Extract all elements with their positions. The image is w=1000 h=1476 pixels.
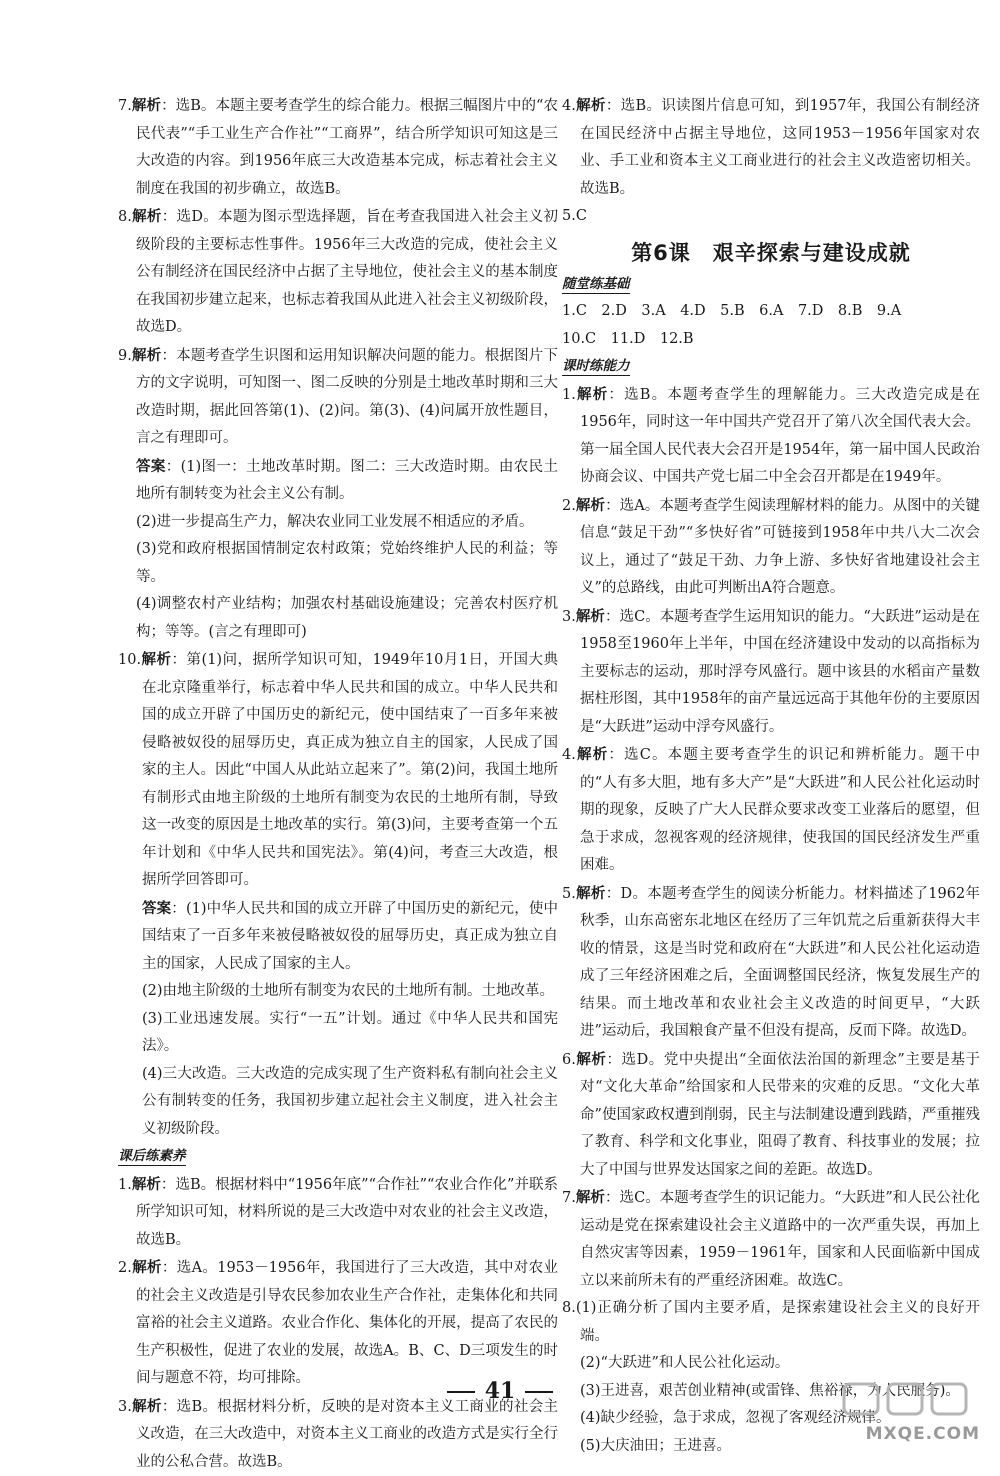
answer-item: 7.解析：选B。本题主要考查学生的综合能力。根据三幅图片中的“农民代表”“手工业生产合作社”“工商界”，结合所学知识可知这是三大改造的内容。到1956年底三大改造基本完成，标志着社会主义制度在我国的初步确立，故选B。: [118, 92, 558, 203]
answer-block: (2)由地主阶级的土地所有制变为农民的土地所有制。土地改革。: [118, 978, 558, 1006]
answer-block: (2)进一步提高生产力，解决农业同工业发展不相适应的矛盾。: [118, 509, 558, 537]
answer-block: (4)调整农村产业结构；加强农村基础设施建设；完善农村医疗机构；等等。(言之有理即可): [118, 591, 558, 646]
answer-key-line: 1.C 2.D 3.A 4.D 5.B 6.A 7.D 8.B 9.A: [562, 298, 980, 326]
answer-item: 9.解析：本题考查学生识图和运用知识解决问题的能力。根据图片下方的文字说明，可知图一、图二反映的分别是土地改革时期和三大改造时期，据此回答第(1)、(2)问。第(3)、(4)问属开放性题目，言之有理即可。: [118, 342, 558, 453]
answer-block: (3)工业迅速发展。实行“一五”计划。通过《中华人民共和国宪法》。: [118, 1006, 558, 1061]
answer-item: 3.解析：选B。根据材料分析，反映的是对资本主义工商业的社会主义改造，在三大改造中，对资本主义工商业的改造方式是实行全行业的公私合营。故选B。: [118, 1393, 558, 1476]
answer-item: 5.解析：D。本题考查学生的阅读分析能力。材料描述了1962年秋季，山东高密东北地区在经历了三年饥荒之后重新获得大丰收的情景，这是当时党和政府在“大跃进”和人民公社化运动造成了三年经济困难之后，全面调整国民经济，恢复发展生产的结果。而土地改革和农业社会主义改造的时间更早，“大跃进”运动后，我国粮食产量不但没有提高，反而下降。故选D。: [562, 880, 980, 1046]
answer-item: 2.解析：选A。本题考查学生阅读理解材料的能力。从图中的关键信息“鼓足干劲”“多快好省”可链接到1958年中共八大二次会议上，通过了“鼓足干劲、力争上游、多快好省地建设社会主义”的总路线，由此可判断出A符合题意。: [562, 492, 980, 603]
answer-item: 4.解析：选C。本题主要考查学生的识记和辨析能力。题干中的“人有多大胆，地有多大产”是“大跃进”和人民公社化运动时期的现象，反映了广大人民群众要求改变工业落后的愿望，但急于求成，忽视客观的经济规律，使我国的国民经济发生严重困难。: [562, 741, 980, 880]
answer-block: (3)党和政府根据国情制定农村政策；党始终维护人民的利益；等等。: [118, 536, 558, 591]
answer-item: 4.解析：选B。识读图片信息可知，到1957年，我国公有制经济在国民经济中占据主导地位，这同1953－1956年国家对农业、手工业和资本主义工商业进行的社会主义改造密切相关。故选B。: [562, 92, 980, 203]
section-label: 课后练素养: [118, 1147, 186, 1166]
page-number-text: 41: [485, 1378, 516, 1404]
left-column: [118, 92, 558, 1476]
right-column: [562, 92, 980, 1460]
answer-item: 10.解析：第(1)问，据所学知识可知，1949年10月1日，开国大典在北京隆重举行，标志着中华人民共和国的成立。中华人民共和国的成立开辟了中国历史的新纪元，使中国结束了一百多年来被侵略被奴役的屈辱历史，真正成为独立自主的国家，人民成了国家的主人。因此“中国人从此站立起来了”。第(2)问，我国土地所有制形式由地主阶级的土地所有制变为农民的土地所有制，导致这一改变的原因是土地改革的实行。第(3)问，主要考查第一个五年计划和《中华人民共和国宪法》。第(4)问，考查三大改造，根据所学回答即可。: [118, 646, 558, 895]
answer-item: 2.解析：选A。1953－1956年，我国进行了三大改造，其中对农业的社会主义改造是引导农民参加农业生产合作社，走集体化和共同富裕的社会主义道路。农业合作化、集体化的开展，提高了农民的生产积极性，促进了农业的发展，故选A。B、C、D三项发生的时间与题意不符，均可排除。: [118, 1254, 558, 1393]
answer-block: (4)三大改造。三大改造的完成实现了生产资料私有制向社会主义公有制转变的任务，我国初步建立起社会主义制度，进入社会主义初级阶段。: [118, 1061, 558, 1144]
answer-block: (3)王进喜，艰苦创业精神(或雷锋、焦裕禄，为人民服务)。: [562, 1378, 980, 1406]
answer-block: (2)“大跃进”和人民公社化运动。: [562, 1350, 980, 1378]
dash-divider: [447, 1391, 475, 1393]
dash-divider: [525, 1391, 553, 1393]
answer-item: 5.C: [562, 203, 980, 231]
watermark-text: MXQE.COM: [866, 1421, 980, 1449]
answer-item: 8.解析：选D。本题为图示型选择题，旨在考查我国进入社会主义初级阶段的主要标志性事件。1956年三大改造的完成，使社会主义公有制经济在国民经济中占据了主导地位，使社会主义的基本制度在我国初步建立起来，也标志着我国从此进入社会主义初级阶段，故选D。: [118, 203, 558, 342]
answer-block: 答案：(1)中华人民共和国的成立开辟了中国历史的新纪元，使中国结束了一百多年来被侵略被奴役的屈辱历史，真正成为独立自主的国家，人民成了国家的主人。: [118, 895, 558, 979]
answer-key-line: 10.C 11.D 12.B: [562, 326, 980, 354]
answer-item: 3.解析：选C。本题考查学生运用知识的能力。“大跃进”运动是在1958至1960年上半年，中国在经济建设中发动的以高指标为主要标志的运动，那时浮夸风盛行。题中该县的水稻亩产量数据柱形图，其中1958年的亩产量远远高于其他年份的主要原因是“大跃进”运动中浮夸风盛行。: [562, 603, 980, 742]
section-label: 随堂练基础: [562, 275, 630, 294]
section-label: 课时练能力: [562, 357, 630, 376]
answer-item: 1.解析：选B。本题考查学生的理解能力。三大改造完成是在1956年，同时这一年中国共产党召开了第八次全国代表大会。第一届全国人民代表大会召开是1954年，第一届中国人民政治协商会议、中国共产党七届二中全会召开都是在1949年。: [562, 381, 980, 492]
answer-item: 6.解析：选D。党中央提出“全面依法治国的新理念”主要是基于对“文化大革命”给国家和人民带来的灾难的反思。“文化大革命”使国家政权遭到削弱，民主与法制建设遭到践踏，严重摧残了教育、科学和文化事业，阻碍了教育、科技事业的发展；拉大了中国与世界发达国家之间的差距。故选D。: [562, 1046, 980, 1185]
lesson-title: 第6课 艰辛探索与建设成就: [562, 235, 980, 271]
answer-item: 8.(1)正确分析了国内主要矛盾，是探索建设社会主义的良好开端。: [562, 1295, 980, 1350]
answer-block: (5)大庆油田；王进喜。: [562, 1433, 980, 1461]
answer-block: (4)缺少经验，急于求成，忽视了客观经济规律。: [562, 1405, 980, 1433]
answer-item: 1.解析：选B。根据材料中“1956年底”“合作社”“农业合作化”并联系所学知识可知，材料所说的是三大改造中对农业的社会主义改造，故选B。: [118, 1171, 558, 1255]
answer-block: 答案：(1)图一：土地改革时期。图二：三大改造时期。由农民土地所有制转变为社会主义公有制。: [118, 453, 558, 509]
answer-item: 7.解析：选C。本题考查学生的识记能力。“大跃进”和人民公社化运动是党在探索建设社会主义道路中的一次严重失误，再加上自然灾害等因素，1959－1961年，国家和人民面临新中国成立以来前所未有的严重经济困难。故选C。: [562, 1184, 980, 1295]
